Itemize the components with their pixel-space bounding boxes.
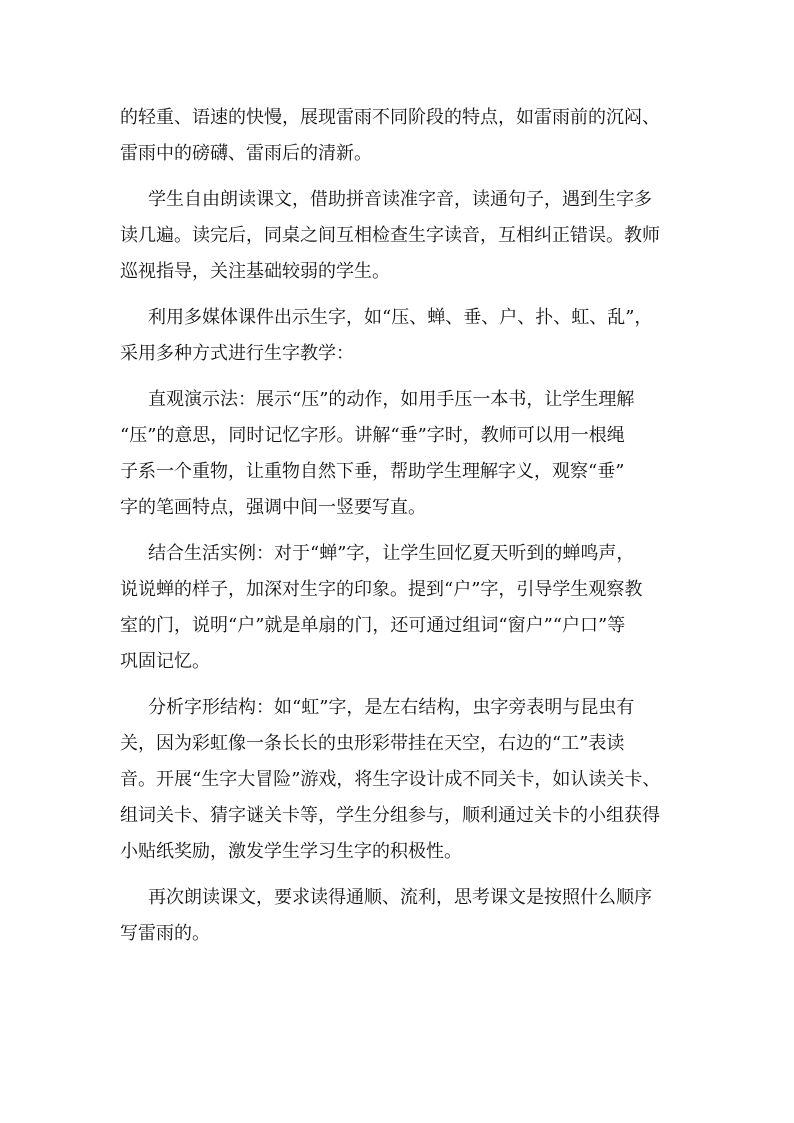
text-line: 小贴纸奖励，激发学生学习生字的积极性。 bbox=[120, 841, 462, 862]
document-body bbox=[120, 100, 680, 952]
text-line: 采用多种方式进行生字教学： bbox=[120, 343, 354, 364]
text-line: 音。开展“生字大冒险”游戏，将生字设计成不同关卡，如认读关卡、 bbox=[120, 769, 661, 790]
text-line: 读几遍。读完后，同桌之间互相检查生字读音，互相纠正错误。教师 bbox=[120, 225, 660, 246]
paragraph-demonstration-method bbox=[120, 382, 680, 526]
text-line: 结合生活实例：对于“蝉”字，让学生回忆夏天听到的蝉鸣声， bbox=[148, 543, 635, 564]
text-line: 再次朗读课文，要求读得通顺、流利，思考课文是按照什么顺序 bbox=[148, 887, 652, 908]
text-line: 字的笔画特点，强调中间一竖要写直。 bbox=[120, 497, 426, 518]
paragraph-continuation bbox=[120, 100, 680, 172]
text-line: 组词关卡、猜字谜关卡等，学生分组参与，顺利通过关卡的小组获得 bbox=[120, 805, 660, 826]
text-line: 关，因为彩虹像一条长长的虫形彩带挂在天空，右边的“工”表读 bbox=[120, 733, 625, 754]
text-line: 子系一个重物，让重物自然下垂，帮助学生理解字义，观察“垂” bbox=[120, 461, 625, 482]
text-line: 学生自由朗读课文，借助拼音读准字音，读通句子，遇到生字多 bbox=[148, 189, 652, 210]
paragraph-life-examples bbox=[120, 536, 680, 680]
paragraph-self-reading bbox=[120, 182, 680, 290]
text-line: 巩固记忆。 bbox=[120, 651, 210, 672]
text-line: 雷雨中的磅礴、雷雨后的清新。 bbox=[120, 143, 372, 164]
text-line: 利用多媒体课件出示生字，如“压、蝉、垂、户、扑、虹、乱”， bbox=[148, 307, 653, 328]
text-line: 说说蝉的样子，加深对生字的印象。提到“户”字，引导学生观察教 bbox=[120, 579, 643, 600]
text-line: 室的门，说明“户”就是单扇的门，还可通过组词“窗户”“户口”等 bbox=[120, 615, 626, 636]
paragraph-character-display bbox=[120, 300, 680, 372]
paragraph-structure-analysis bbox=[120, 690, 680, 870]
text-line: 分析字形结构：如“虹”字，是左右结构，虫字旁表明与昆虫有 bbox=[148, 697, 635, 718]
paragraph-rereading bbox=[120, 880, 680, 952]
text-line: 的轻重、语速的快慢，展现雷雨不同阶段的特点，如雷雨前的沉闷、 bbox=[120, 107, 660, 128]
text-line: 写雷雨的。 bbox=[120, 923, 210, 944]
text-line: 直观演示法：展示“压”的动作，如用手压一本书，让学生理解 bbox=[148, 389, 635, 410]
text-line: “压”的意思，同时记忆字形。讲解“垂”字时，教师可以用一根绳 bbox=[120, 425, 625, 446]
text-line: 巡视指导，关注基础较弱的学生。 bbox=[120, 261, 390, 282]
